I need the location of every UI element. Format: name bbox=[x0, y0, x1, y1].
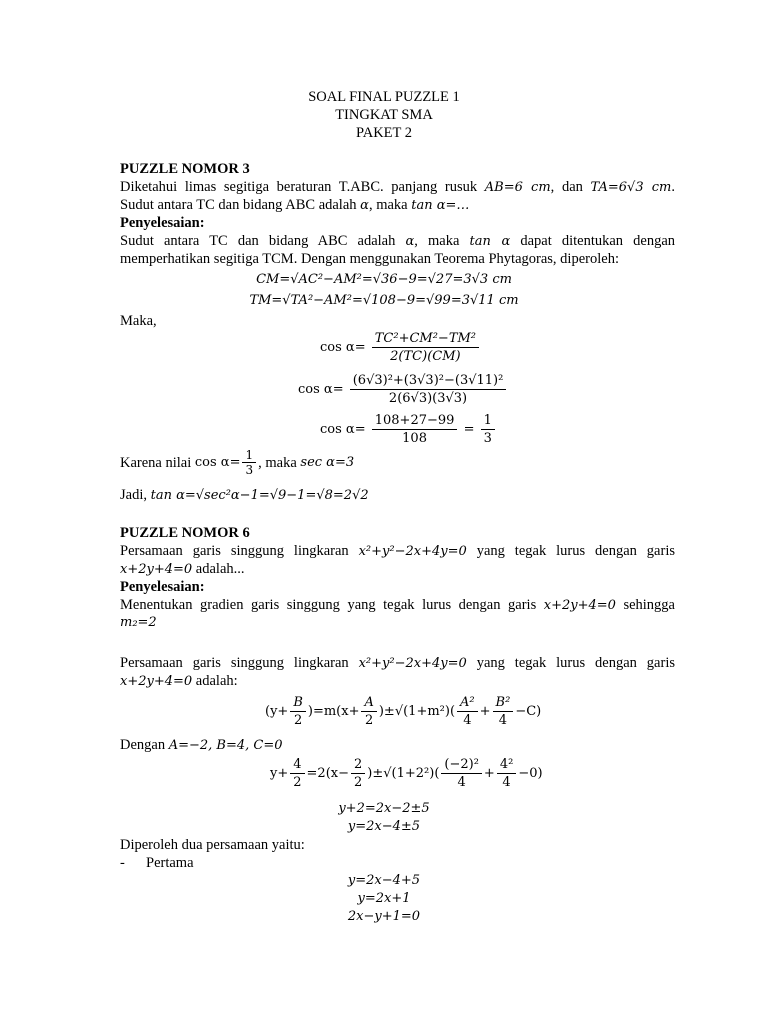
math-sec: sec α=3 bbox=[300, 454, 355, 470]
pertama-equation-3: 2x−y+1=0 bbox=[347, 909, 421, 924]
equation-tm: TM=√TA²−AM²=√108−9=√99=3√11 cm bbox=[249, 293, 519, 308]
denominator: 2 bbox=[365, 713, 374, 728]
denominator: 2 bbox=[293, 775, 302, 790]
fraction bbox=[372, 412, 458, 447]
text: Sudut antara TC dan bidang ABC adalah bbox=[120, 233, 396, 249]
cos-equation-2 bbox=[298, 372, 508, 407]
puzzle3-question-line1: Diketahui limas segitiga beraturan T.ABC. panjang rusuk AB=6 cm, dan TA=6√3 cm. bbox=[120, 179, 676, 195]
puzzle6-para-line1 bbox=[120, 654, 675, 673]
fraction bbox=[457, 694, 478, 729]
result-equation-1: y+2=2x−2±5 bbox=[338, 801, 430, 816]
text: Jadi, bbox=[120, 487, 147, 503]
doc-title-line3: PAKET 2 bbox=[355, 125, 412, 141]
text: dapat ditentukan dengan bbox=[520, 233, 676, 249]
fraction bbox=[481, 412, 495, 447]
fraction bbox=[361, 694, 376, 729]
math-alpha: α bbox=[405, 234, 415, 249]
denominator: 108 bbox=[402, 431, 427, 446]
part: −C) bbox=[515, 704, 542, 719]
puzzle3-solution-label: Penyelesaian: bbox=[120, 215, 205, 231]
text: , dan bbox=[550, 179, 583, 195]
math-line: x+2y+4=0 bbox=[543, 598, 616, 613]
math-ta: TA=6√3 cm bbox=[590, 180, 672, 195]
puzzle3-question-line2 bbox=[120, 196, 469, 215]
doc-title-line2: TINGKAT SMA bbox=[335, 107, 433, 123]
bullet-dash: - bbox=[120, 855, 125, 871]
cos-equation-3 bbox=[320, 412, 497, 447]
puzzle3-heading: PUZZLE NOMOR 3 bbox=[120, 161, 250, 177]
denominator: 2 bbox=[354, 775, 363, 790]
equals: = bbox=[463, 422, 475, 437]
numerator: 2 bbox=[351, 756, 365, 774]
denominator: 2(6√3)(3√3) bbox=[388, 391, 468, 406]
text: Diketahui limas segitiga beraturan T.ABC. panjang rusuk bbox=[120, 179, 478, 195]
denominator: 4 bbox=[463, 713, 472, 728]
fraction bbox=[290, 756, 304, 791]
math-ab: AB=6 cm bbox=[484, 180, 551, 195]
denominator: 2 bbox=[293, 713, 303, 728]
part: )±√(1+2²)( bbox=[367, 766, 440, 781]
denominator: 2(TC)(CM) bbox=[390, 349, 461, 364]
numerator: A² bbox=[457, 694, 478, 712]
text: , maka bbox=[258, 454, 297, 471]
math-line: x+2y+4=0 bbox=[120, 562, 193, 577]
math-tan: tan α=… bbox=[411, 198, 470, 213]
puzzle6-solution-line1 bbox=[120, 596, 675, 615]
fraction bbox=[441, 756, 482, 791]
jadi-line bbox=[120, 486, 369, 505]
text: adalah... bbox=[195, 561, 245, 577]
puzzle6-solution-label: Penyelesaian: bbox=[120, 579, 205, 595]
text: Karena nilai bbox=[120, 454, 192, 471]
result-equation-2: y=2x−4±5 bbox=[347, 819, 421, 834]
equation-cm: CM=√AC²−AM²=√36−9=√27=3√3 cm bbox=[256, 272, 512, 287]
text: Menentukan gradien garis singgung yang tegak lurus dengan garis bbox=[120, 597, 537, 613]
fraction bbox=[493, 694, 514, 729]
numerator: 1 bbox=[481, 412, 495, 430]
part: y+ bbox=[270, 766, 289, 781]
math-values: A=−2, B=4, C=0 bbox=[168, 738, 283, 753]
fraction bbox=[290, 694, 306, 729]
fraction bbox=[351, 756, 365, 791]
puzzle6-question-line2 bbox=[120, 560, 245, 579]
numerator: 1 bbox=[242, 448, 256, 463]
numerator: (6√3)²+(3√3)²−(3√11)² bbox=[350, 372, 507, 390]
numerator: (−2)² bbox=[441, 756, 482, 774]
math-circle: x²+y²−2x+4y=0 bbox=[358, 544, 467, 559]
pertama-label: Pertama bbox=[146, 855, 194, 871]
text: sehingga bbox=[623, 597, 675, 613]
karena-line bbox=[120, 448, 354, 477]
pertama-equation-1: y=2x−4+5 bbox=[347, 873, 421, 888]
numerator: 108+27−99 bbox=[372, 412, 458, 430]
numerator: TC²+CM²−TM² bbox=[372, 330, 479, 348]
substituted-formula bbox=[270, 756, 543, 791]
doc-title-line1: SOAL FINAL PUZZLE 1 bbox=[308, 89, 460, 105]
math-tan-result: tan α=√sec²α−1=√9−1=√8=2√2 bbox=[150, 488, 369, 503]
numerator: B bbox=[290, 694, 306, 712]
puzzle6-question-line1 bbox=[120, 542, 675, 561]
fraction bbox=[372, 330, 479, 365]
part: −0) bbox=[518, 766, 543, 781]
part: )=m(x+ bbox=[307, 704, 360, 719]
math-alpha: α bbox=[360, 198, 369, 213]
gradient-value: m₂=2 bbox=[120, 615, 157, 630]
text: yang tegak lurus dengan garis bbox=[476, 543, 675, 559]
denominator: 4 bbox=[457, 775, 466, 790]
cos-label: cos α= bbox=[320, 340, 366, 355]
denominator: 3 bbox=[245, 463, 254, 477]
text: Dengan bbox=[120, 737, 166, 753]
numerator: 4 bbox=[290, 756, 304, 774]
fraction bbox=[350, 372, 507, 407]
puzzle6-heading: PUZZLE NOMOR 6 bbox=[120, 525, 250, 541]
numerator: A bbox=[361, 694, 376, 712]
cos-label: cos α= bbox=[320, 422, 366, 437]
text: Sudut antara TC dan bidang ABC adalah bbox=[120, 197, 357, 213]
math-line: x+2y+4=0 bbox=[120, 674, 193, 689]
text: adalah: bbox=[195, 673, 238, 689]
part: + bbox=[479, 704, 491, 719]
text: , maka bbox=[414, 233, 460, 249]
denominator: 4 bbox=[502, 775, 511, 790]
text: Persamaan garis singgung lingkaran bbox=[120, 655, 349, 671]
puzzle3-solution-line2: memperhatikan segitiga TCM. Dengan menggunakan Teorema Phytagoras, diperoleh: bbox=[120, 251, 619, 267]
numerator: B² bbox=[493, 694, 514, 712]
cos-label: cos α= bbox=[298, 382, 344, 397]
puzzle3-solution-line1 bbox=[120, 232, 675, 251]
fraction bbox=[497, 756, 516, 791]
math-circle: x²+y²−2x+4y=0 bbox=[358, 656, 467, 671]
tangent-formula bbox=[265, 694, 541, 729]
part: + bbox=[483, 766, 495, 781]
part: (y+ bbox=[265, 704, 289, 719]
math-tan: tan α bbox=[469, 234, 511, 249]
denominator: 4 bbox=[498, 713, 508, 728]
denominator: 3 bbox=[483, 431, 492, 446]
pertama-equation-2: y=2x+1 bbox=[357, 891, 411, 906]
math-cos: cos α= bbox=[194, 454, 241, 470]
cos-equation-1 bbox=[320, 330, 481, 365]
fraction bbox=[242, 448, 256, 477]
text: yang tegak lurus dengan garis bbox=[476, 655, 675, 671]
puzzle6-para-line2 bbox=[120, 672, 238, 691]
maka-label: Maka, bbox=[120, 313, 157, 329]
text: , maka bbox=[368, 197, 408, 213]
dengan-line bbox=[120, 736, 283, 755]
text: Persamaan garis singgung lingkaran bbox=[120, 543, 349, 559]
numerator: 4² bbox=[497, 756, 516, 774]
part: )±√(1+m²)( bbox=[378, 704, 456, 719]
part: =2(x− bbox=[306, 766, 349, 781]
diperoleh-line: Diperoleh dua persamaan yaitu: bbox=[120, 837, 305, 853]
